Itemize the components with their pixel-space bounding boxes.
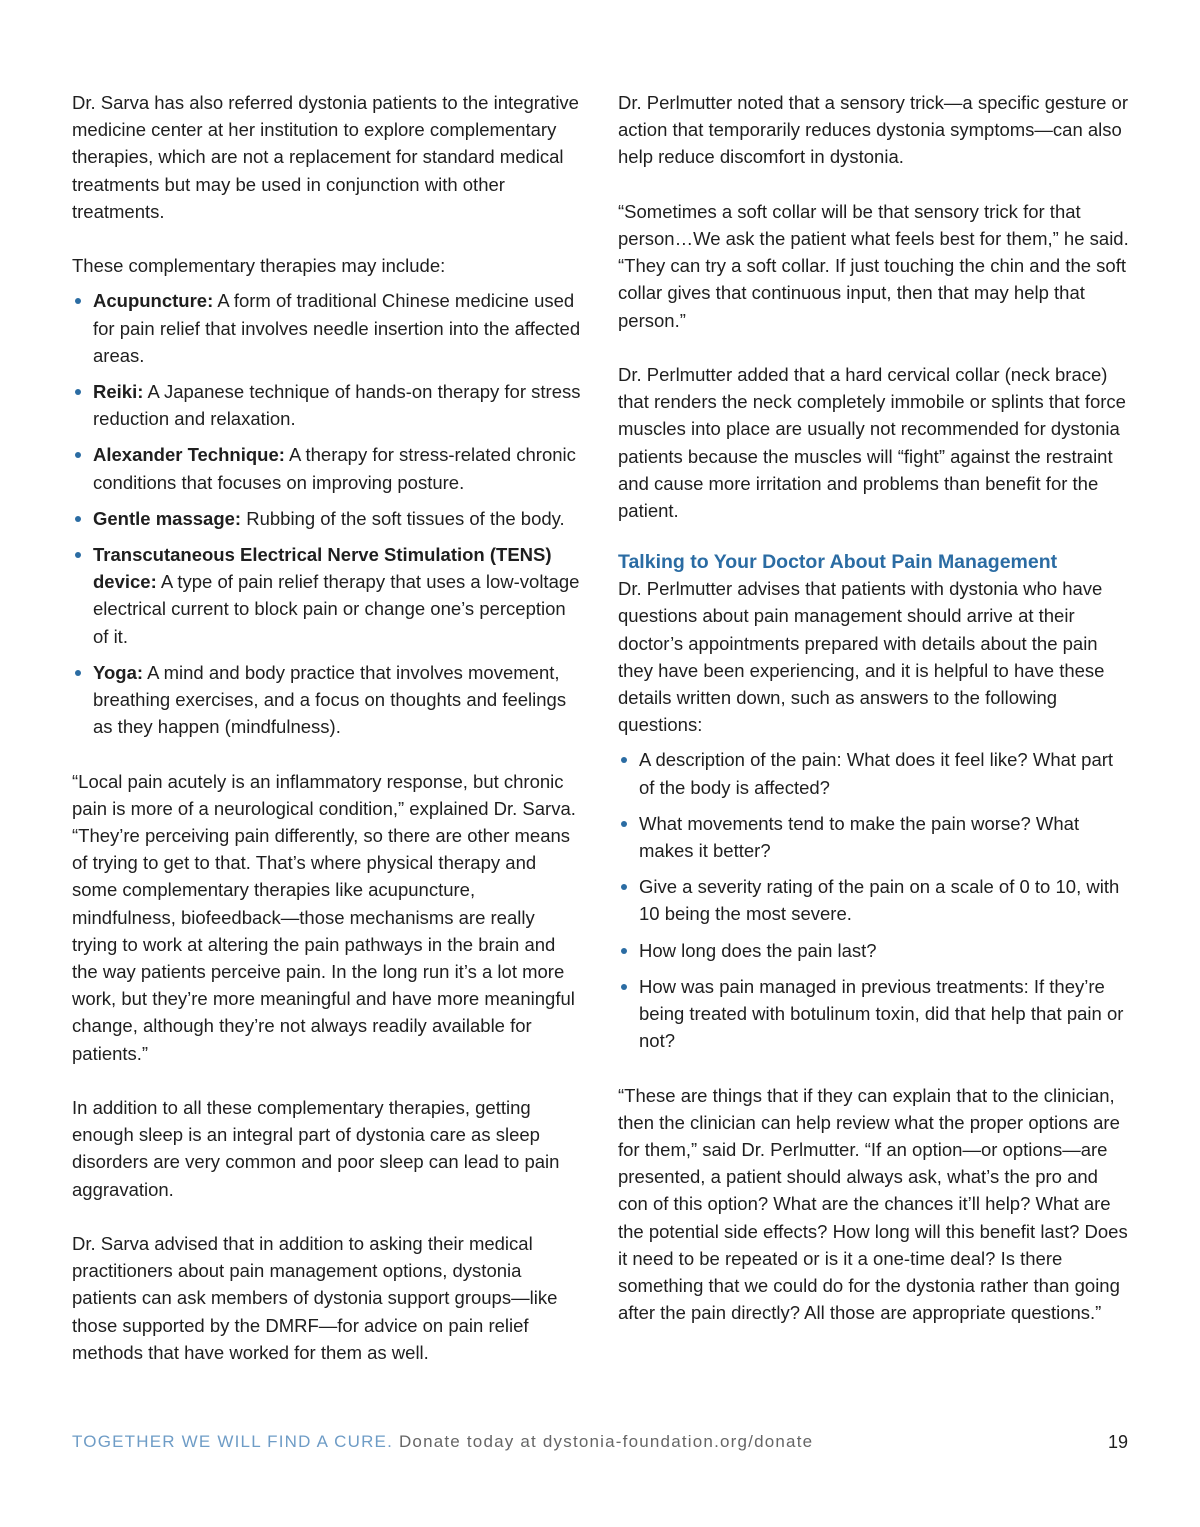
section-heading: Talking to Your Doctor About Pain Management: [618, 551, 1058, 574]
questions-list: [618, 746, 1130, 1054]
list-item: What movements tend to make the pain worse? What makes it better?: [618, 810, 1130, 864]
support-groups-paragraph: Dr. Sarva advised that in addition to asking their medical practitioners about pain management options, dystonia patients can ask members of dystonia support groups—like those supported by the DMRF—for advice on pain relief methods that have worked for them as well.: [72, 1233, 558, 1363]
donate-link-text[interactable]: Donate today at dystonia-foundation.org/donate: [393, 1432, 814, 1451]
therapies-intro: These complementary therapies may include:: [72, 255, 446, 277]
list-item: How was pain managed in previous treatments: If they’re being treated with botulinum toxin, did that help that pain or not?: [618, 973, 1130, 1055]
list-item: Give a severity rating of the pain on a scale of 0 to 10, with 10 being the most severe.: [618, 873, 1130, 927]
list-item: How long does the pain last?: [618, 937, 1130, 964]
advice-paragraph: Dr. Perlmutter advises that patients with dystonia who have questions about pain management should arrive at their doctor’s appointments prepared with details about the pain they have been experiencing, and it is helpful to have these details written down, such as answers to the following questions:: [618, 578, 1105, 736]
intro-paragraph: Dr. Sarva has also referred dystonia patients to the integrative medicine center at her institution to explore complementary therapies, which are not a replacement for standard medical treatments but may be used in conjunction with other treatments.: [72, 92, 579, 222]
page-number: 19: [1107, 1432, 1128, 1452]
list-item: Transcutaneous Electrical Nerve Stimulation (TENS) device: A type of pain relief therapy that uses a low-voltage electrical current to block pain or change one’s perception of it.: [72, 541, 584, 650]
soft-collar-quote: “Sometimes a soft collar will be that sensory trick for that person…We ask the patient what feels best for them,” he said. “They can try a soft collar. If just touching the chin and the soft collar gives that continuous input, then that may help that person.”: [618, 200, 1129, 331]
sensory-trick-paragraph: Dr. Perlmutter noted that a sensory trick—a specific gesture or action that temporarily reduces dystonia symptoms—can also help reduce discomfort in dystonia.: [618, 92, 1128, 168]
list-item: Acupuncture: A form of traditional Chinese medicine used for pain relief that involves needle insertion into the affected areas.: [72, 287, 584, 369]
list-item: A description of the pain: What does it feel like? What part of the body is affected?: [618, 746, 1130, 800]
perlmutter-quote: “These are things that if they can explain that to the clinician, then the clinician can help review what the proper options are for them,” said Dr. Perlmutter. “If an option—or options—are presented, a patient should always ask, what’s the pro and con of this option? What are the chances it’ll help? What are the potential side effects? How long will this benefit last? Does it need to be repeated or is it a one-time deal? Is there something that we could do for the dystonia rather than going after the pain directly? All those are appropriate questions.”: [618, 1084, 1128, 1324]
left-column: [72, 89, 584, 1366]
hard-collar-paragraph: Dr. Perlmutter added that a hard cervical collar (neck brace) that renders the neck completely immobile or splints that force muscles into place are usually not recommended for dystonia patients because the muscles will “fight” against the restraint and cause more irritation and problems than benefit for the patient.: [618, 364, 1126, 522]
footer: [72, 1432, 813, 1452]
sarva-quote: “Local pain acutely is an inflammatory response, but chronic pain is more of a neurological condition,” explained Dr. Sarva. “They’re perceiving pain differently, so there are other means of trying to get to that. That’s where physical therapy and some complementary therapies like acupuncture, mindfulness, biofeedback—those mechanisms are really trying to work at altering the pain pathways in the brain and the way patients perceive pain. In the long run it’s a lot more work, but they’re more meaningful and have more meaningful change, although they’re not always readily available for patients.”: [72, 770, 576, 1064]
list-item: Reiki: A Japanese technique of hands-on therapy for stress reduction and relaxation.: [72, 378, 584, 432]
list-item: Alexander Technique: A therapy for stress-related chronic conditions that focuses on improving posture.: [72, 441, 584, 495]
sleep-paragraph: In addition to all these complementary therapies, getting enough sleep is an integral part of dystonia care as sleep disorders are very common and poor sleep can lead to pain aggravation.: [72, 1097, 560, 1200]
therapies-list: [72, 287, 584, 740]
list-item: Gentle massage: Rubbing of the soft tissues of the body.: [72, 505, 584, 532]
footer-slogan: TOGETHER WE WILL FIND A CURE.: [72, 1432, 394, 1451]
right-column: [618, 89, 1130, 1326]
list-item: Yoga: A mind and body practice that involves movement, breathing exercises, and a focus on thoughts and feelings as they happen (mindfulness).: [72, 659, 584, 741]
